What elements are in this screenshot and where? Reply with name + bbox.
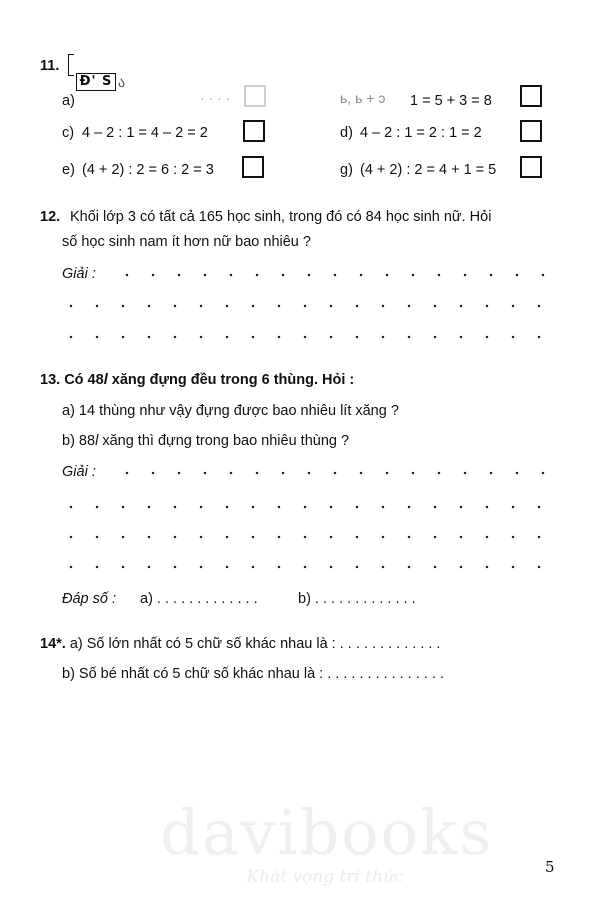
q11-d-answer-box[interactable]	[520, 120, 542, 142]
q11-b-answer-box[interactable]	[520, 85, 542, 107]
q11-a-faded: · · · ·	[200, 90, 231, 106]
q13-number	[40, 371, 354, 389]
q11-c-answer-box[interactable]	[243, 120, 265, 142]
q11-d-text: 4 – 2 : 1 = 2 : 1 = 2	[360, 125, 482, 141]
q13-solution-label: Giải :	[62, 464, 96, 480]
q13-number-text: 13.	[40, 372, 61, 388]
q12-answer-line-2[interactable]	[58, 304, 554, 308]
q13-answer-label: Đáp số :	[62, 591, 116, 607]
q11-a-label: a)	[62, 93, 75, 109]
q11-b-faded: ь, ь + ɔ	[340, 90, 386, 106]
q11-e-answer-box[interactable]	[242, 156, 264, 178]
q13-a: a) 14 thùng như vậy đựng được bao nhiêu lít xăng ?	[62, 403, 399, 419]
q11-bracket	[68, 54, 74, 76]
q11-stamp: Đ' S	[76, 73, 116, 91]
q11-e-label: e)	[62, 162, 75, 178]
q13-line1-rest: xăng đựng đều trong 6 thùng. Hỏi :	[107, 372, 355, 388]
q13-answer-line-3[interactable]	[58, 535, 554, 539]
q12-answer-line-1[interactable]	[114, 273, 554, 277]
q11-d-label: d)	[340, 125, 353, 141]
q12-number: 12.	[40, 209, 61, 225]
q13-b-unit: l	[95, 433, 99, 449]
q13-b-pre: b) 88	[62, 433, 96, 449]
q11-c-label: c)	[62, 125, 75, 141]
q11-e-text: (4 + 2) : 2 = 6 : 2 = 3	[82, 162, 214, 178]
q14-b: b) Số bé nhất có 5 chữ số khác nhau là : . . . . . . . . . . . . . . .	[62, 666, 445, 682]
q13-answer-line-2[interactable]	[58, 505, 554, 509]
q13-unit: l	[103, 372, 108, 388]
q11-number: 11.	[40, 58, 60, 74]
q13-answer-b[interactable]: b) . . . . . . . . . . . . .	[298, 591, 416, 607]
watermark-logo: davibooks	[160, 796, 494, 869]
q11-smudge: ა	[118, 74, 126, 90]
q11-c-text: 4 – 2 : 1 = 4 – 2 = 2	[82, 125, 208, 141]
q13-answer-a[interactable]: a) . . . . . . . . . . . . .	[140, 591, 258, 607]
page-number: 5	[545, 858, 555, 876]
q11-g-answer-box[interactable]	[520, 156, 542, 178]
q12-line2: số học sinh nam ít hơn nữ bao nhiêu ?	[62, 234, 311, 250]
q13-line1: Có 48	[64, 372, 104, 388]
q12-answer-line-3[interactable]	[58, 335, 554, 339]
q13-answer-line-1[interactable]	[114, 471, 554, 475]
q14-line-a	[40, 635, 440, 653]
q13-answer-line-4[interactable]	[58, 565, 554, 569]
q13-b-rest: xăng thì đựng trong bao nhiêu thùng ?	[98, 433, 350, 449]
q11-g-label: g)	[340, 162, 353, 178]
q11-g-text: (4 + 2) : 2 = 4 + 1 = 5	[360, 162, 497, 178]
q12-solution-label: Giải :	[62, 266, 96, 282]
q11-b-text: 1 = 5 + 3 = 8	[410, 93, 492, 109]
watermark-tagline: Khát vọng tri thức	[246, 867, 404, 887]
q14-number: 14*.	[40, 636, 66, 652]
q12-line1: Khối lớp 3 có tất cả 165 học sinh, trong đó có 84 học sinh nữ. Hỏi	[70, 209, 492, 225]
q11-a-answer-box[interactable]	[244, 85, 266, 107]
q13-b	[62, 432, 349, 450]
q14-a: a) Số lớn nhất có 5 chữ số khác nhau là : . . . . . . . . . . . . .	[69, 636, 441, 652]
